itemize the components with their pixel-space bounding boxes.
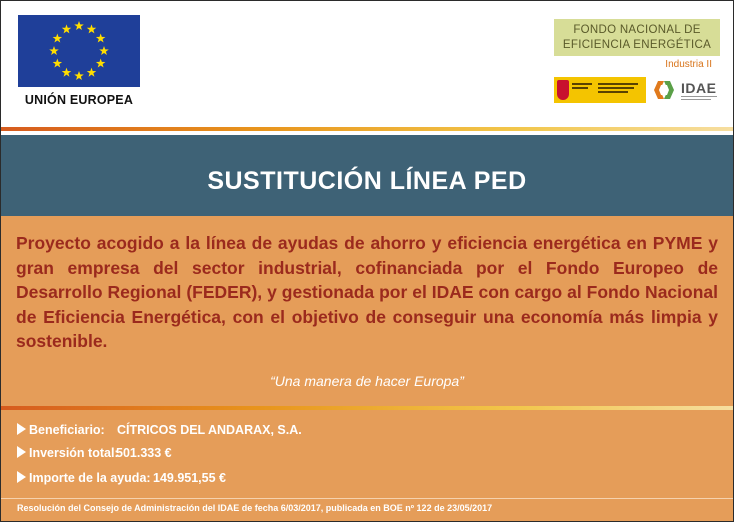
arrow-right-icon <box>17 446 26 458</box>
eu-label: UNIÓN EUROPEA <box>24 93 134 107</box>
eu-star-icon <box>96 59 106 68</box>
idae-label: IDAE <box>681 80 717 96</box>
partner-logos <box>554 77 720 103</box>
idae-mark-icon <box>650 79 678 101</box>
eu-star-icon <box>62 24 72 33</box>
eu-star-icon <box>49 46 59 55</box>
fondo-line-1: FONDO NACIONAL DE <box>573 24 701 36</box>
eu-star-icon <box>87 68 97 77</box>
description-area <box>1 216 733 406</box>
eu-flag-icon <box>18 15 140 87</box>
coat-of-arms-icon <box>557 80 569 100</box>
inversion-label: Inversión total: <box>29 446 119 460</box>
eu-star-icon <box>87 24 97 33</box>
beneficiario-row <box>17 423 302 437</box>
inversion-row <box>17 446 172 460</box>
fondo-nacional-box <box>554 19 720 56</box>
eu-star-icon <box>53 59 63 68</box>
eu-logo <box>18 15 140 111</box>
fondo-line-2: EFICIENCIA ENERGÉTICA <box>562 39 712 51</box>
page-title: SUSTITUCIÓN LÍNEA PED <box>207 167 527 195</box>
project-description: Proyecto acogido a la línea de ayudas de ahorro y eficiencia energética en PYME y gran empresa del sector industrial, cofinanciada por el Fondo Europeo de Desarrollo Regional (FEDER), y gestionada por el IDAE con cargo al Fondo Nacional de Eficiencia Energética, con el objetivo de conseguir una economía más limpia y sostenible. <box>16 233 718 351</box>
inversion-value: 501.333 € <box>116 446 172 460</box>
gobierno-text-graphic <box>572 81 644 101</box>
eu-star-icon <box>96 34 106 43</box>
details-area <box>1 410 733 521</box>
idae-small-text-graphic <box>681 95 721 102</box>
eu-star-icon <box>53 34 63 43</box>
resolution-note: Resolución del Consejo de Administración del IDAE de fecha 6/03/2017, publicada en BOE nº 122 de 23/05/2017 <box>17 503 493 513</box>
ayuda-label: Importe de la ayuda: <box>29 471 151 485</box>
fondo-subtitle: Industria II <box>665 59 712 70</box>
motto: “Una manera de hacer Europa” <box>270 373 464 389</box>
arrow-right-icon <box>17 423 26 435</box>
eu-star-icon <box>62 68 72 77</box>
ayuda-value: 149.951,55 € <box>153 471 226 485</box>
beneficiario-label: Beneficiario: <box>29 423 105 437</box>
beneficiario-value: CÍTRICOS DEL ANDARAX, S.A. <box>117 423 302 437</box>
top-stripe <box>1 127 733 131</box>
eu-star-icon <box>74 21 84 30</box>
ayuda-row <box>17 471 226 485</box>
eu-star-icon <box>99 46 109 55</box>
eu-star-icon <box>74 71 84 80</box>
eu-stars-icon <box>18 15 140 87</box>
arrow-right-icon <box>17 471 26 483</box>
fondo-nacional-logo <box>554 19 720 73</box>
title-band <box>1 135 733 216</box>
footer-divider <box>1 498 733 499</box>
gobierno-logo <box>554 77 646 103</box>
